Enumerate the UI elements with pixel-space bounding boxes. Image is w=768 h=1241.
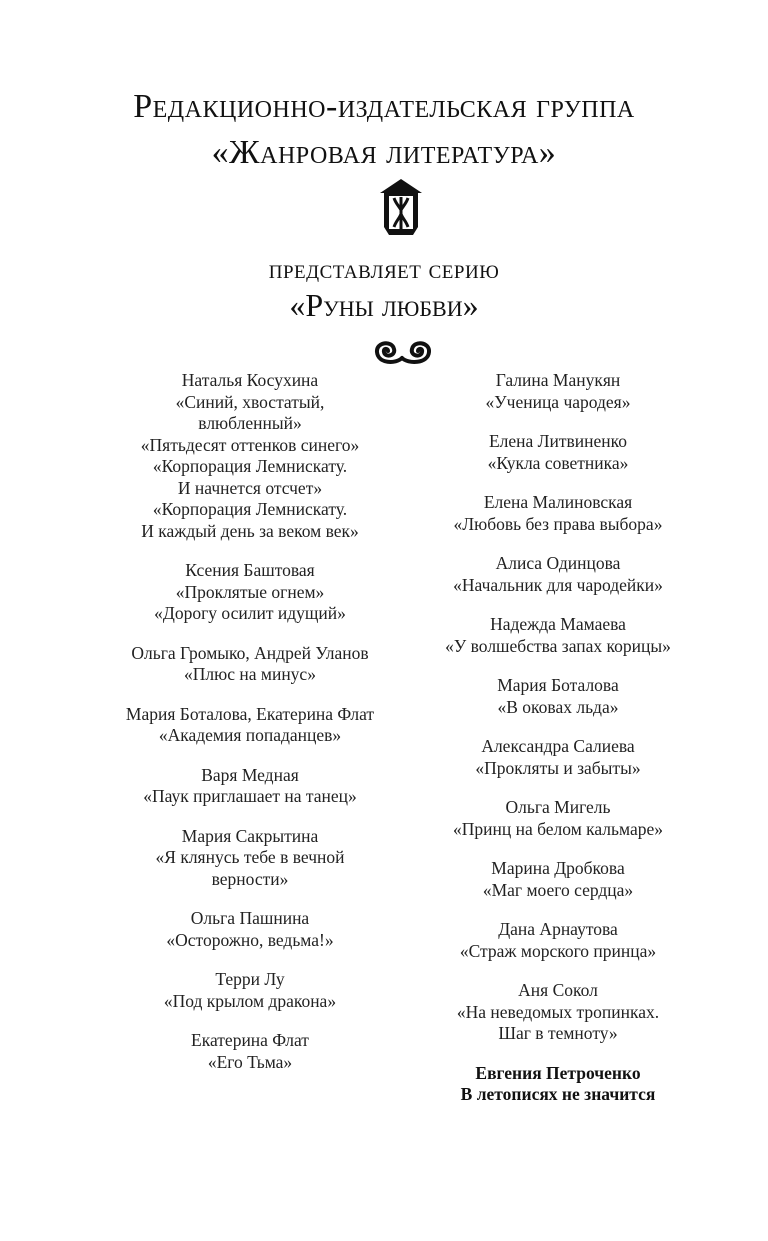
left-book-list (100, 370, 400, 1091)
book-title: «Осторожно, ведьма!» (166, 929, 334, 950)
series-name: «Руны любви» (289, 287, 479, 323)
book-entry (418, 431, 698, 474)
book-title: «Маг моего сердца» (482, 879, 634, 900)
book-entry (100, 370, 400, 542)
author-name: Галина Манукян (495, 370, 621, 390)
book-title: «Синий, хвостатый, (175, 391, 325, 412)
book-entry (100, 826, 400, 891)
author-name: Ксения Баштовая (185, 560, 315, 580)
author-name: Наталья Косухина (181, 370, 319, 390)
book-title: «Плюс на минус» (184, 664, 316, 684)
author-name: Надежда Мамаева (490, 614, 626, 634)
book-entry (418, 492, 698, 535)
book-title: Шаг в темноту» (498, 1023, 618, 1043)
book-entry (100, 643, 400, 686)
book-title: «На неведомых тропинках. (456, 1001, 660, 1022)
book-title: «Ученица чародея» (485, 391, 631, 412)
author-name: Варя Медная (201, 764, 299, 785)
book-title: влюбленный» (198, 413, 302, 433)
author-name: Алиса Одинцова (495, 553, 621, 573)
book-title: В летописях не значится (460, 1084, 656, 1104)
book-title: «Корпорация Лемнискату. (152, 456, 348, 476)
book-title: «Дорогу осилит идущий» (154, 603, 346, 623)
author-name: Ольга Громыко, Андрей Уланов (131, 642, 369, 663)
lantern-zh-icon (378, 177, 424, 241)
double-spiral-icon (372, 336, 434, 366)
book-title: «Начальник для чародейки» (453, 574, 663, 595)
book-title: «Любовь без права выбора» (453, 513, 663, 534)
book-title: «Проклятые огнем» (175, 581, 325, 602)
book-title: «Прокляты и забыты» (475, 757, 641, 778)
book-entry (100, 908, 400, 951)
book-title: И начнется отсчет» (177, 477, 323, 498)
book-entry (100, 969, 400, 1012)
book-entry (418, 858, 698, 901)
series-intro: представляет серию (268, 254, 500, 284)
book-title: «В оковах льда» (497, 696, 619, 717)
author-name: Елена Малиновская (483, 492, 633, 512)
book-title: «Академия попаданцев» (158, 725, 342, 745)
book-entry (418, 370, 698, 413)
book-title: верности» (211, 868, 289, 889)
book-entry (418, 980, 698, 1045)
book-title: «Паук приглашает на танец» (143, 786, 357, 806)
featured-book-entry (418, 1063, 698, 1106)
author-name: Ольга Пашнина (190, 908, 310, 928)
book-entry (418, 614, 698, 657)
author-name: Александра Салиева (481, 736, 635, 756)
book-entry (418, 675, 698, 718)
author-name: Евгения Петроченко (475, 1062, 641, 1083)
publisher-group-line: Редакционно-издательская группа (133, 88, 635, 125)
book-title: «Я клянусь тебе в вечной (155, 847, 345, 867)
book-entry (100, 1030, 400, 1073)
series-header (0, 253, 768, 325)
book-title: «У волшебства запах корицы» (445, 635, 671, 656)
author-name: Аня Сокол (518, 980, 598, 1000)
publisher-name-line: «Жанровая литература» (211, 134, 557, 171)
right-book-list (418, 370, 698, 1124)
author-name: Мария Боталова (497, 675, 619, 695)
book-title: «Кукла советника» (487, 452, 629, 473)
author-name: Мария Боталова, Екатерина Флат (125, 703, 375, 724)
publisher-header (0, 84, 768, 176)
book-entry (418, 553, 698, 596)
book-title: «Корпорация Лемнискату. (152, 499, 348, 519)
book-entry (100, 560, 400, 625)
author-name: Елена Литвиненко (488, 431, 628, 451)
author-name: Терри Лу (215, 969, 285, 989)
book-title: И каждый день за веком век» (141, 520, 359, 541)
book-title: «Под крылом дракона» (163, 990, 337, 1011)
book-title: «Пятьдесят оттенков синего» (140, 434, 360, 455)
book-entry (418, 797, 698, 840)
book-title: «Принц на белом кальмаре» (452, 818, 664, 839)
author-name: Марина Дробкова (491, 858, 625, 878)
book-entry (100, 765, 400, 808)
author-name: Дана Арнаутова (498, 919, 618, 939)
book-title: «Его Тьма» (207, 1051, 293, 1072)
book-entry (418, 919, 698, 962)
book-entry (418, 736, 698, 779)
author-name: Екатерина Флат (191, 1030, 309, 1050)
author-name: Ольга Мигель (505, 797, 611, 817)
book-entry (100, 704, 400, 747)
author-name: Мария Сакрытина (181, 825, 319, 846)
book-title: «Страж морского принца» (459, 940, 657, 961)
